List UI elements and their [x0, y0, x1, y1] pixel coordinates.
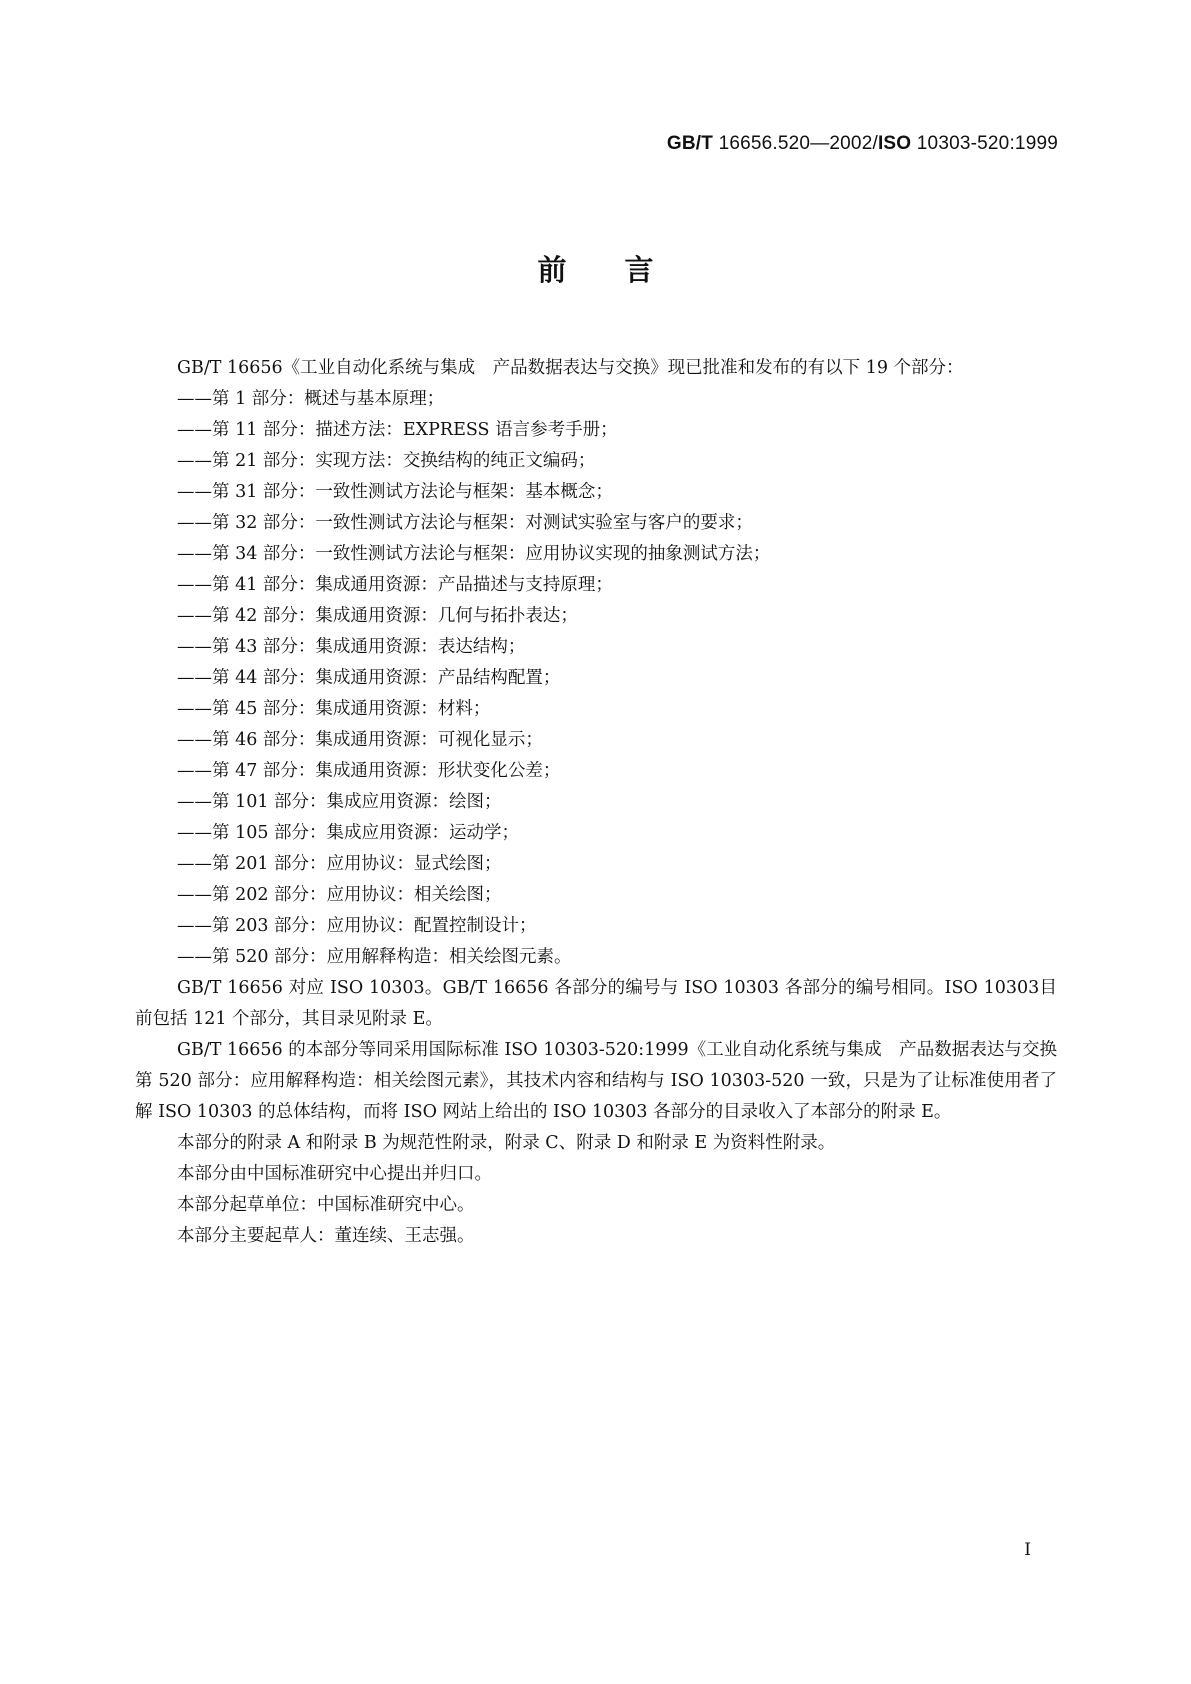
title-char-right: 言 — [624, 253, 654, 287]
drafting-unit-paragraph: 本部分起草单位：中国标准研究中心。 — [177, 1195, 475, 1215]
list-item: ——第 41 部分：集成通用资源：产品描述与支持原理； — [177, 575, 613, 595]
proposer-paragraph: 本部分由中国标准研究中心提出并归口。 — [177, 1164, 492, 1184]
adoption-paragraph: GB/T 16656 的本部分等同采用国际标准 ISO 10303-520:1999《工业自动化系统与集成 产品数据表达与交换 第 520 部分：应用解释构造：相关绘图元素》，其技术内容和结构与 ISO 10303-520 一致，只是为了让标准使用者了解 ISO 10303 的总体结构，而将 ISO 网站上给出的 ISO 10303 各部分的目录收入了本部分的附录 E。 — [135, 1040, 1075, 1122]
list-item: ——第 201 部分：应用协议：显式绘图； — [177, 854, 502, 874]
intro-paragraph: GB/T 16656《工业自动化系统与集成 产品数据表达与交换》现已批准和发布的有以下 19 个部分： — [177, 358, 964, 378]
list-item: ——第 34 部分：一致性测试方法论与框架：应用协议实现的抽象测试方法； — [177, 544, 771, 564]
parts-list — [135, 384, 1057, 973]
list-item: ——第 21 部分：实现方法：交换结构的纯正文编码； — [177, 451, 596, 471]
page-title — [0, 248, 1191, 289]
annex-paragraph: 本部分的附录 A 和附录 B 为规范性附录，附录 C、附录 D 和附录 E 为资料性附录。 — [177, 1133, 836, 1153]
standard-header — [667, 133, 1058, 155]
foreword-body — [135, 353, 1075, 1252]
drafters-paragraph: 本部分主要起草人：董连续、王志强。 — [177, 1226, 475, 1246]
list-item: ——第 1 部分：概述与基本原理； — [177, 389, 445, 409]
std-number: 16656.520—2002/ — [718, 133, 878, 154]
title-char-left: 前 — [537, 253, 567, 287]
list-item: ——第 31 部分：一致性测试方法论与框架：基本概念； — [177, 482, 613, 502]
list-item: ——第 44 部分：集成通用资源：产品结构配置； — [177, 668, 561, 688]
std-prefix: GB/T — [666, 133, 714, 154]
list-item: ——第 105 部分：集成应用资源：运动学； — [177, 823, 520, 843]
iso-number: 10303-520:1999 — [916, 133, 1058, 154]
list-item: ——第 46 部分：集成通用资源：可视化显示； — [177, 730, 543, 750]
list-item: ——第 520 部分：应用解释构造：相关绘图元素。 — [177, 947, 572, 967]
list-item: ——第 32 部分：一致性测试方法论与框架：对测试实验室与客户的要求； — [177, 513, 753, 533]
list-item: ——第 43 部分：集成通用资源：表达结构； — [177, 637, 526, 657]
list-item: ——第 203 部分：应用协议：配置控制设计； — [177, 916, 537, 936]
list-item: ——第 101 部分：集成应用资源：绘图； — [177, 792, 502, 812]
page-number: I — [1024, 1540, 1031, 1560]
list-item: ——第 11 部分：描述方法：EXPRESS 语言参考手册； — [177, 420, 618, 440]
iso-prefix: ISO — [877, 133, 912, 154]
list-item: ——第 202 部分：应用协议：相关绘图； — [177, 885, 502, 905]
correspondence-paragraph: GB/T 16656 对应 ISO 10303。GB/T 16656 各部分的编号与 ISO 10303 各部分的编号相同。ISO 10303目前包括 121 个部分，其目录见附录 E。 — [135, 978, 1057, 1029]
list-item: ——第 45 部分：集成通用资源：材料； — [177, 699, 491, 719]
list-item: ——第 47 部分：集成通用资源：形状变化公差； — [177, 761, 561, 781]
list-item: ——第 42 部分：集成通用资源：几何与拓扑表达； — [177, 606, 578, 626]
